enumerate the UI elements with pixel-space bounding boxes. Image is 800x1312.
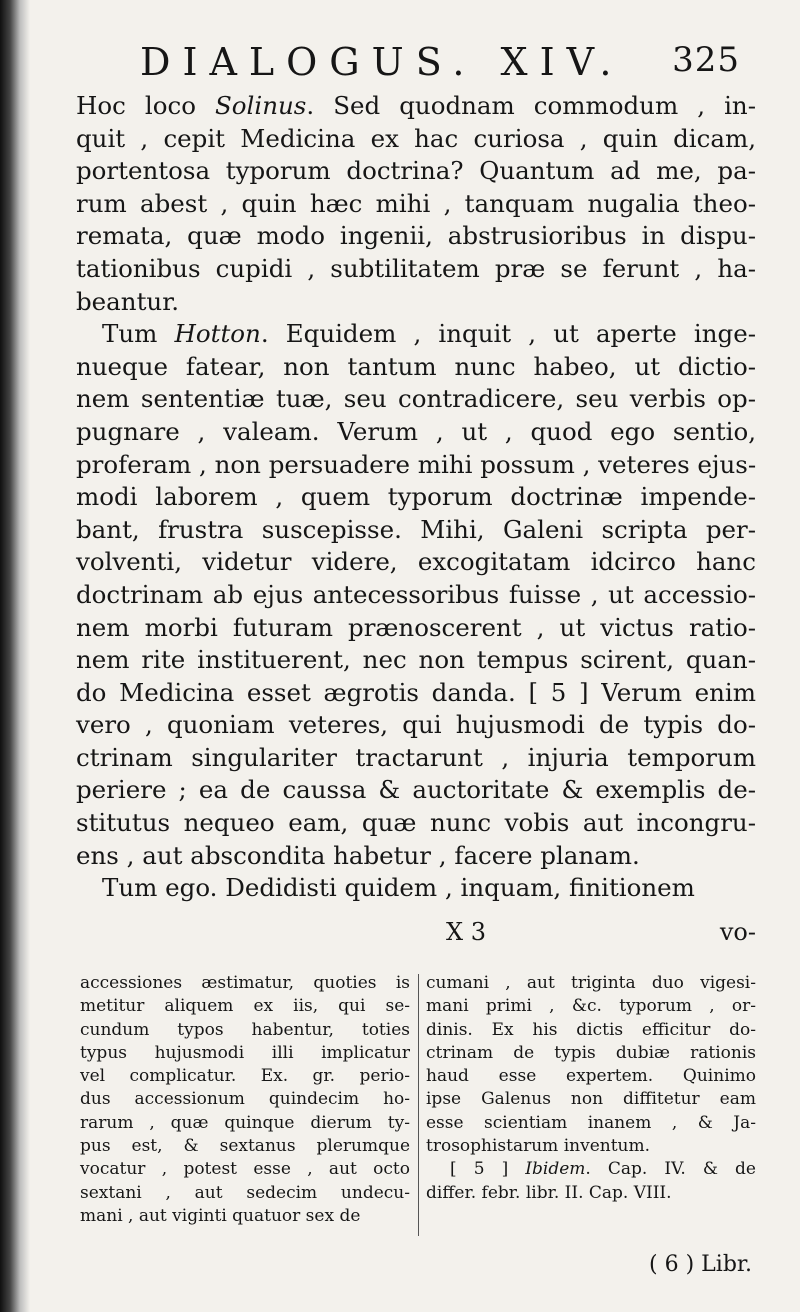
footnote-line: cundum typos habentur, toties [80, 1019, 410, 1040]
running-title: DIALOGUS. XIV. [140, 40, 624, 84]
footnote-line: [ 5 ] Ibidem. Cap. IV. & de [450, 1159, 756, 1180]
signature-line [76, 918, 756, 950]
text-line: pugnare , valeam. Verum , ut , quod ego sentio, [76, 416, 756, 446]
footnote-line: ipse Galenus non diffitetur eam [426, 1089, 756, 1110]
text-line: nem morbi futuram prænoscerent , ut victus ratio- [76, 612, 756, 642]
footnote-line: ctrinam de typis dubiæ rationis [426, 1042, 756, 1063]
text-line: vero , quoniam veteres, qui hujusmodi de typis do- [76, 710, 756, 740]
footnote-column-right [426, 972, 756, 1205]
footnotes [80, 972, 756, 1252]
text-line: bant, frustra suscepisse. Mihi, Galeni scripta per- [76, 514, 756, 544]
text-line: beantur. [76, 286, 180, 316]
page-gutter-shadow [0, 0, 30, 1312]
footnote-line: metitur aliquem ex iis, qui se- [80, 996, 410, 1017]
text-line: portentosa typorum doctrina? Quantum ad me, pa- [76, 156, 756, 186]
text-line: modi laborem , quem typorum doctrinæ impende- [76, 482, 756, 512]
column-divider [418, 974, 419, 1236]
catchword: vo- [719, 918, 756, 946]
footnote-line: rarum , quæ quinque dierum ty- [80, 1112, 410, 1133]
paragraph [76, 872, 756, 905]
text-line: nem sententiæ tuæ, seu contradicere, seu verbis op- [76, 384, 756, 414]
footnote-line: cumani , aut triginta duo vigesi- [426, 973, 756, 993]
footnote-line: mani primi , &c. typorum , or- [426, 996, 756, 1017]
text-line: volventi, videtur videre, excogitatam idcirco hanc [76, 547, 756, 577]
footnote-line: vocatur , potest esse , aut octo [80, 1159, 410, 1180]
footnote-line: accessiones æstimatur, quoties is [80, 973, 410, 993]
footnote-line: dus accessionum quindecim ho- [80, 1089, 410, 1110]
footnote-line: dinis. Ex his dictis efficitur do- [426, 1019, 756, 1040]
text-line: Tum Hotton. Equidem , inquit , ut aperte inge- [102, 319, 756, 349]
paragraph [76, 90, 756, 318]
footnote-line: esse scientiam inanem , & Ja- [426, 1112, 756, 1133]
footnote-line: differ. febr. libr. II. Cap. VIII. [426, 1182, 672, 1203]
footnote-line: haud esse expertem. Quinimo [426, 1066, 756, 1087]
footnote-line: pus est, & sextanus plerumque [80, 1136, 410, 1157]
text-line: do Medicina esset ægrotis danda. [ 5 ] Verum enim [76, 677, 756, 707]
footer-catchword: ( 6 ) Libr. [649, 1252, 752, 1277]
text-line: doctrinam ab ejus antecessoribus fuisse , ut accessio- [76, 579, 756, 609]
text-line: periere ; ea de caussa & auctoritate & exemplis de- [76, 775, 756, 805]
text-line: Hoc loco Solinus. Sed quodnam commodum , in- [76, 91, 756, 120]
footnote-column-left [80, 972, 410, 1228]
running-header [140, 40, 740, 90]
footnote-line: mani , aut viginti quatuor sex de [80, 1205, 361, 1226]
footnote-line: typus hujusmodi illi implicatur [80, 1042, 410, 1063]
italic-name: Solinus [215, 91, 307, 120]
text-line: remata, quæ modo ingenii, abstrusioribus in dispu- [76, 221, 756, 251]
text-line: stitutus nequeo eam, quæ nunc vobis aut incongru- [76, 808, 756, 838]
footnote-line: vel complicatur. Ex. gr. perio- [80, 1066, 410, 1087]
signature-mark: X 3 [446, 918, 486, 946]
paragraph [76, 318, 756, 872]
text-line: rum abest , quin hæc mihi , tanquam nugalia theo- [76, 188, 756, 218]
footnote-line: sextani , aut sedecim undecu- [80, 1182, 410, 1203]
italic-name: Ibidem [525, 1159, 586, 1180]
text-line: ctrinam singulariter tractarunt , injuria temporum [76, 742, 756, 772]
page-number: 325 [672, 40, 740, 80]
text-line: Tum ego. Dedidisti quidem , inquam, finitionem [102, 873, 695, 903]
text-line: quit , cepit Medicina ex hac curiosa , quin dicam, [76, 123, 756, 153]
text-line: nueque fatear, non tantum nunc habeo, ut dictio- [76, 351, 756, 381]
text-line: tationibus cupidi , subtilitatem præ se ferunt , ha- [76, 253, 756, 283]
text-line: nem rite instituerent, nec non tempus scirent, quan- [76, 645, 756, 675]
footnote-line: trosophistarum inventum. [426, 1136, 651, 1157]
italic-name: Hotton [174, 319, 261, 349]
text-line: proferam , non persuadere mihi possum , veteres ejus- [76, 449, 757, 479]
text-line: ens , aut abscondita habetur , facere planam. [76, 840, 640, 870]
main-text [76, 90, 756, 905]
